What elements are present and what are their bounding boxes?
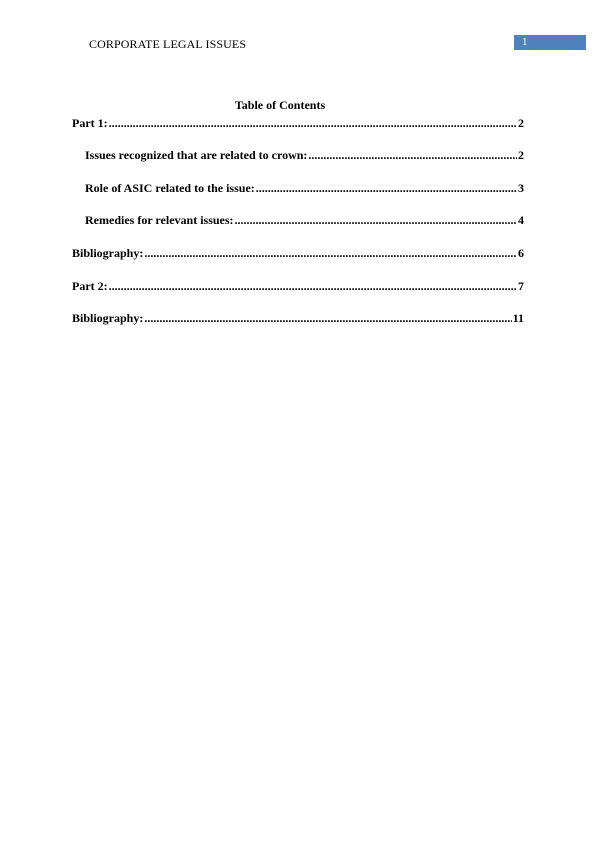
toc-entry-page: 2 <box>518 116 524 130</box>
toc-entry-page: 7 <box>518 279 524 293</box>
toc-entry-page: 3 <box>518 181 524 195</box>
toc-entry-page: 6 <box>518 246 524 260</box>
toc-entry-part-1[interactable] <box>72 116 524 131</box>
toc-entry-remedies[interactable] <box>85 213 524 228</box>
running-header-title: CORPORATE LEGAL ISSUES <box>89 37 247 51</box>
toc-entry-page: 2 <box>518 148 524 162</box>
toc-entry-bibliography-2[interactable] <box>72 311 524 326</box>
toc-leader-dots <box>256 181 517 196</box>
toc-leader-dots <box>109 116 517 131</box>
toc-entry-issues-crown[interactable] <box>85 148 524 163</box>
toc-entry-page: 4 <box>518 213 524 227</box>
toc-heading: Table of Contents <box>234 98 326 112</box>
toc-entry-role-asic[interactable] <box>85 181 524 196</box>
toc-entry-label: Bibliography: <box>72 311 144 325</box>
toc-entry-label: Part 1: <box>72 116 108 130</box>
page-number: 1 <box>522 36 528 48</box>
page-number-badge <box>514 35 586 50</box>
toc-entry-page: 11 <box>512 311 524 325</box>
toc-entry-part-2[interactable] <box>72 279 524 294</box>
toc-entry-label: Bibliography: <box>72 246 144 260</box>
toc-leader-dots <box>144 311 511 326</box>
toc-leader-dots <box>235 213 517 228</box>
toc-entry-label: Part 2: <box>72 279 108 293</box>
toc-leader-dots <box>109 279 517 294</box>
toc-entry-label: Remedies for relevant issues: <box>85 213 234 227</box>
toc-leader-dots <box>144 246 517 261</box>
toc-entry-label: Role of ASIC related to the issue: <box>85 181 255 195</box>
toc-entry-label: Issues recognized that are related to crown: <box>85 148 308 162</box>
toc-leader-dots <box>308 148 517 163</box>
toc-entry-bibliography-1[interactable] <box>72 246 524 261</box>
